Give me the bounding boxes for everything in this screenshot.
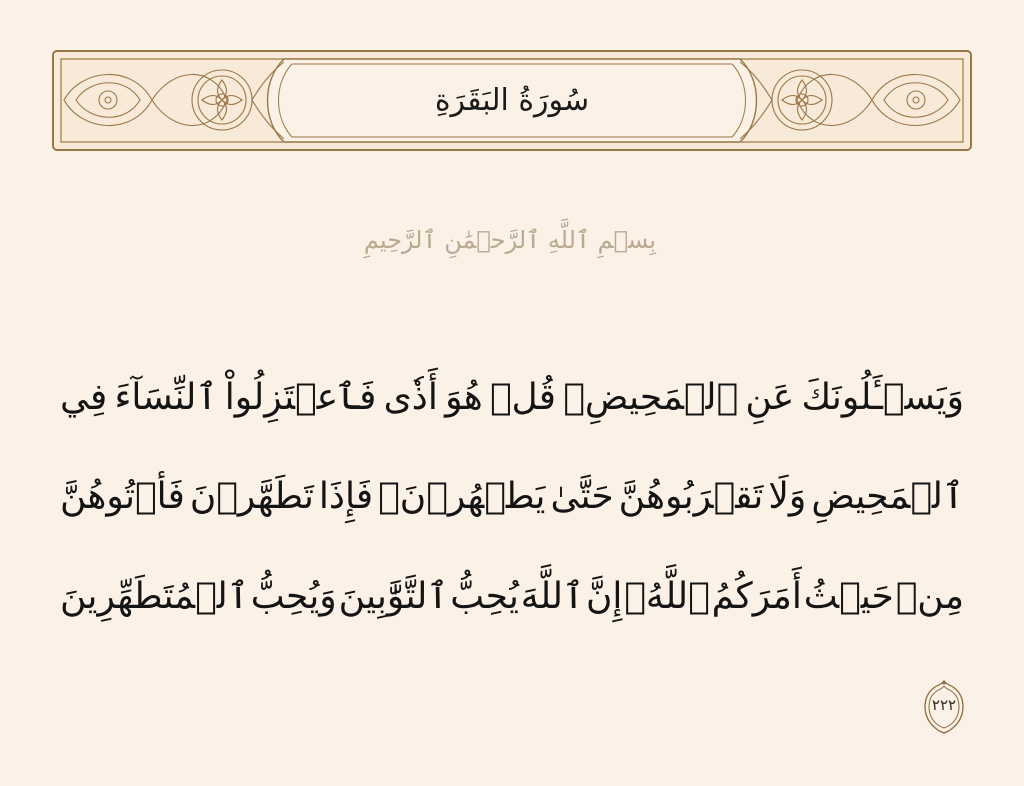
verse-word: ٱلۡمَحِيضِۖ [563, 376, 739, 418]
verse-word: تَطَهَّرۡنَ [189, 475, 314, 517]
ayah-number-marker [923, 679, 965, 735]
verse-word: أَذٗى [383, 376, 438, 418]
surah-header-frame [52, 50, 972, 151]
verse-word: فِي [60, 376, 108, 418]
verse-word: عَنِ [745, 376, 795, 418]
verse-word: فَإِذَا [318, 475, 374, 517]
verse-word: فَأۡتُوهُنَّ [60, 475, 185, 517]
verse-word: أَمَرَكُمُ [711, 575, 802, 617]
verse-word: حَتَّىٰ [550, 475, 614, 517]
verse-word: تَقۡرَبُوهُنَّ [618, 475, 764, 517]
verse-word: يُحِبُّ [450, 575, 519, 617]
verse-word: ٱللَّهَ [520, 575, 585, 617]
verse-word: وَيَسۡـَٔلُونَكَ [801, 376, 964, 418]
verse-word: قُلۡ [489, 376, 557, 418]
verse-word: ٱلنِّسَآءَ [114, 376, 218, 418]
ayah-number: ٢٢٢ [931, 696, 957, 714]
verse-word: ٱلۡمَحِيضِ [811, 475, 964, 517]
basmala: بِسۡمِ ٱللَّهِ ٱلرَّحۡمَٰنِ ٱلرَّحِيمِ [363, 226, 657, 254]
verse-word: ٱلۡمُتَطَهِّرِينَ [60, 575, 249, 617]
verse-word: فَٱعۡتَزِلُواْ [224, 376, 377, 418]
verse-word: ٱللَّهُۚ [624, 575, 710, 617]
verse-word: ٱلتَّوَّٰبِينَ [338, 575, 449, 617]
verse-word: وَيُحِبُّ [250, 575, 337, 617]
verse-word: يَطۡهُرۡنَۖ [378, 475, 546, 517]
verse-line-3 [60, 561, 964, 631]
verse-line-1 [60, 362, 964, 432]
verse-word: مِنۡ [895, 575, 964, 617]
verse-word: إِنَّ [585, 575, 623, 617]
verse-line-2 [60, 461, 964, 531]
verse-word: وَلَا [768, 475, 807, 517]
surah-title: سُورَةُ البَقَرَةِ [434, 83, 590, 118]
verse-word: حَيۡثُ [803, 575, 894, 617]
verse-word: هُوَ [445, 376, 483, 418]
